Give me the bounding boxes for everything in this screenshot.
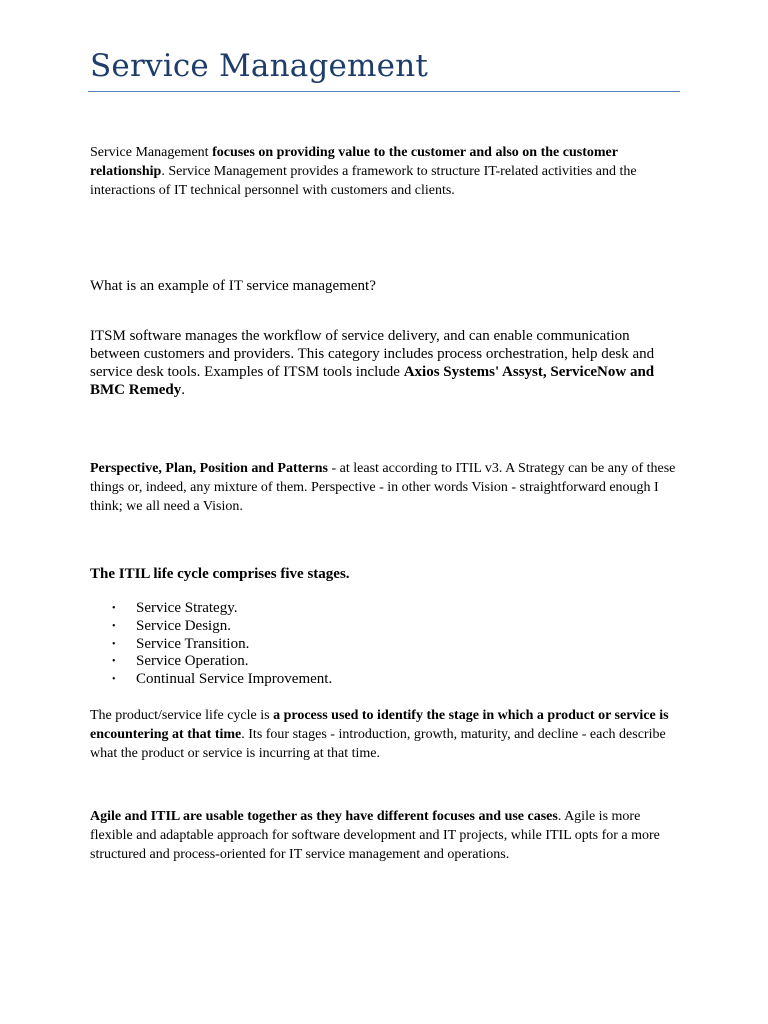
- bullet-icon: •: [112, 674, 116, 686]
- strategy-text: - at least according to ITIL v3. A Strategy can be any of these things or, indeed, any mixture of them. Perspective - in other words Vision - straightforward enough I think; we all need a Vision.: [90, 461, 676, 514]
- list-item: [90, 671, 332, 689]
- itsm-text-end: .: [181, 382, 185, 398]
- product-lifecycle-paragraph: [90, 706, 680, 763]
- title-underline: [88, 91, 680, 92]
- itsm-text-start: ITSM software manages the workflow of service delivery, and can enable communication between customers and providers. This category includes process orchestration, help desk and service desk tools. Examples of ITSM tools include: [90, 328, 655, 380]
- strategy-bold: Perspective, Plan, Position and Patterns: [90, 461, 328, 476]
- list-item-text: Service Transition.: [136, 635, 250, 652]
- strategy-paragraph: [90, 459, 680, 516]
- list-item: [90, 600, 332, 618]
- list-item: [90, 618, 332, 636]
- intro-paragraph: [90, 143, 680, 200]
- itsm-tools-bold: Axios Systems' Assyst, ServiceNow and BMC Remedy: [90, 364, 655, 398]
- agile-text: . Agile is more flexible and adaptable approach for software development and IT projects, while ITIL opts for a more structured and process-oriented for IT service management and operations.: [90, 809, 660, 862]
- list-item: [90, 653, 332, 671]
- list-item-text: Service Strategy.: [136, 600, 238, 616]
- list-item: [90, 636, 332, 654]
- product-bold-text: a process used to identify the stage in which a product or service is encountering at that time: [90, 708, 669, 742]
- list-item-text: Service Design.: [136, 617, 231, 634]
- page-title: Service Management: [90, 48, 429, 84]
- itsm-paragraph: [90, 327, 680, 399]
- list-item-text: Service Operation.: [136, 653, 249, 670]
- intro-text-end: . Service Management provides a framework to structure IT-related activities and the interactions of IT technical personnel with customers and clients.: [90, 164, 637, 198]
- intro-bold-text: focuses on providing value to the customer and also on the customer relationship: [90, 145, 618, 179]
- agile-paragraph: [90, 807, 680, 864]
- bullet-icon: •: [112, 620, 116, 632]
- bullet-icon: •: [112, 603, 116, 614]
- list-item-text: Continual Service Improvement.: [136, 671, 333, 688]
- bullet-icon: •: [112, 656, 116, 668]
- intro-text-start: Service Management: [90, 145, 213, 160]
- stages-list: [90, 600, 332, 689]
- product-text-start: The product/service life cycle is: [90, 708, 274, 723]
- lifecycle-heading: The ITIL life cycle comprises five stages.: [90, 566, 350, 582]
- question-paragraph: What is an example of IT service management?: [90, 278, 376, 294]
- bullet-icon: •: [112, 638, 116, 650]
- product-text-end: . Its four stages - introduction, growth, maturity, and decline - each describe what the product or service is incurring at that time.: [90, 727, 666, 761]
- agile-bold-text: Agile and ITIL are usable together as they have different focuses and use cases: [90, 809, 558, 824]
